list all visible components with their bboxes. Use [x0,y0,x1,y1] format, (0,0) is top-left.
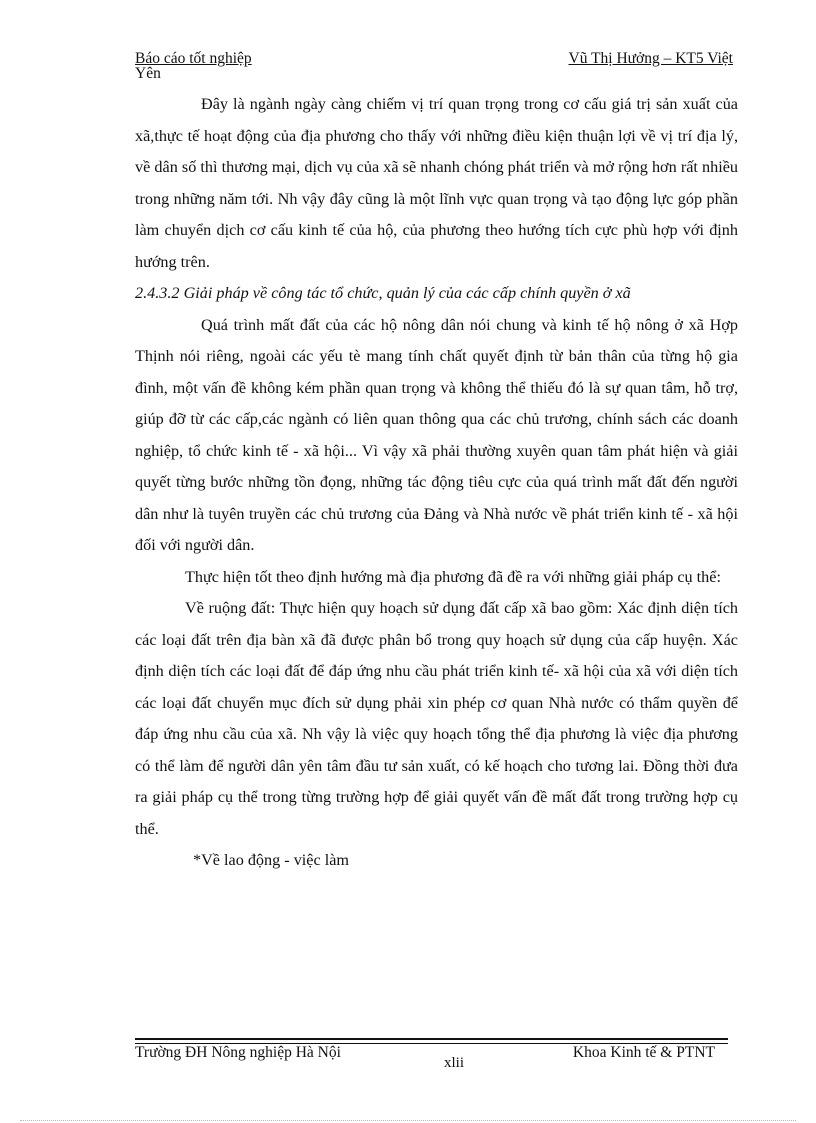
paragraph: Thực hiện tốt theo định hướng mà địa phương đã đề ra với những giải pháp cụ thể: [185,567,721,586]
paragraph: Đây là ngành ngày càng chiếm vị trí quan trọng trong cơ cấu giá trị sản xuất của xã,thực tế hoạt động của địa phương cho thấy với những điều kiện thuận lợi về vị trí địa lý, về dân số thì thương mại, dịch vụ của xã sẽ nhanh chóng phát triển và mở rộng hơn rất nhiều trong những năm tới. Nh vậy đây cũng là một lĩnh vực quan trọng và tạo động lực góp phần làm chuyển dịch cơ cấu kinh tế của hộ, của phương theo hướng tích cực phù hợp với định hướng trên. [135,95,738,271]
page-header [135,50,733,81]
paragraph: Về ruộng đất: Thực hiện quy hoạch sử dụng đất cấp xã bao gồm: Xác định diện tích các loại đất trên địa bàn xã đã được phân bổ trong quy hoạch sử dụng của cấp huyện. Xác định diện tích các loại đất để đáp ứng nhu cầu phát triển kinh tế- xã hội của xã với diện tích các loại đất chuyển mục đích sử dụng phải xin phép cơ quan Nhà nước có thẩm quyền để đáp ứng nhu cầu của xã. Nh vậy là việc quy hoạch tổng thể địa phương là việc địa phương có thể làm để người dân yên tâm đầu tư sản xuất, có kế hoạch cho tương lai. Đồng thời đưa ra giải pháp cụ thể trong từng trường hợp để giải quyết vấn đề mất đất trong trường hợp cụ thể. [135,599,738,838]
footer-divider [135,1038,728,1040]
subsection-label: *Về lao động - việc làm [193,851,349,869]
page-bottom-edge [20,1120,796,1121]
page-footer [135,1044,715,1062]
footer-faculty: Khoa Kinh tế & PTNT [572,1044,715,1061]
section-heading: 2.4.3.2 Giải pháp về công tác tổ chức, quản lý của các cấp chính quyền ở xã [135,284,631,302]
document-body [135,89,738,877]
footer-university: Trường ĐH Nông nghiệp Hà Nội [135,1044,341,1061]
page-number: xlii [444,1055,465,1071]
header-author: Vũ Thị Hưởng – KT5 Việt [568,50,733,67]
header-report-title: Báo cáo tốt nghiệp [135,50,252,67]
paragraph: Quá trình mất đất của các hộ nông dân nói chung và kinh tế hộ nông ở xã Hợp Thịnh nói riêng, ngoài các yếu tè mang tính chất quyết định từ bản thân của từng hộ gia đình, một vấn đề không kém phần quan trọng và không thể thiếu đó là sự quan tâm, hỗ trợ, giúp đỡ từ các cấp,các ngành có liên quan thông qua các chủ trương, chính sách các doanh nghiệp, tổ chức kinh tế - xã hội... Vì vậy xã phải thường xuyên quan tâm phát hiện và giải quyết từng bước những tồn đọng, những tác động tiêu cực của quá trình mất đất đến người dân như là tuyên truyền các chủ trương của Đảng và Nhà nước về phát triển kinh tế - xã hội đối với người dân. [135,315,738,554]
header-author-continuation: Yên [135,65,161,82]
